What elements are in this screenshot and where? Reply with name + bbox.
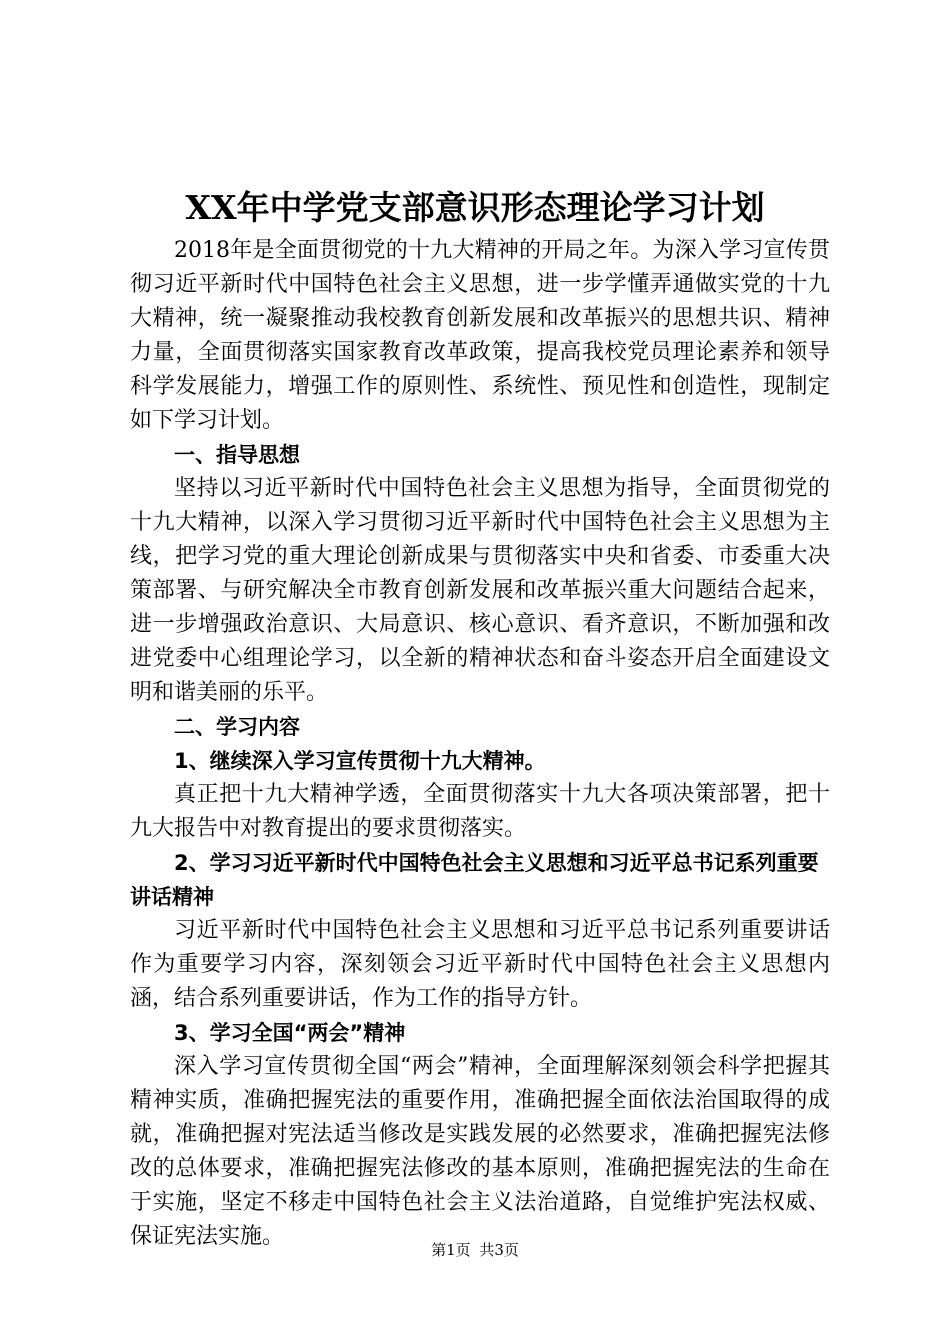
item-heading-3: 3、学习全国“两会”精神 [174, 1021, 406, 1045]
item-paragraph-1: 真正把十九大精神学透，全面贯彻落实十九大各项决策部署，把十九大报告中对教育提出的要求贯彻落实。 [130, 782, 830, 841]
page-number-total: 共3页 [479, 1241, 519, 1259]
item-paragraph-3: 深入学习宣传贯彻全国“两会”精神，全面理解深刻领会科学把握其精神实质，准确把握宪法的重要作用，准确把握全面依法治国取得的成就，准确把握对宪法适当修改是实践发展的必然要求，准确把握宪法修改的总体要求，准确把握宪法修改的基本原则，准确把握宪法的生命在于实施，坚定不移走中国特色社会主义法治道路，自觉维护宪法权威、保证宪法实施。 [130, 1054, 830, 1249]
document-title: XX年中学党支部意识形态理论学习计划 [185, 188, 765, 227]
guiding-ideology-paragraph: 坚持以习近平新时代中国特色社会主义思想为指导，全面贯彻党的十九大精神，以深入学习贯彻习近平新时代中国特色社会主义思想为主线，把学习党的重大理论创新成果与贯彻落实中央和省委、市委重大决策部署、与研究解决全市教育创新发展和改革振兴重大问题结合起来，进一步增强政治意识、大局意识、核心意识、看齐意识，不断加强和改进党委中心组理论学习，以全新的精神状态和奋斗姿态开启全面建设文明和谐美丽的乐平。 [130, 476, 830, 705]
item-heading-2: 2、学习习近平新时代中国特色社会主义思想和习近平总书记系列重要讲话精神 [130, 851, 819, 909]
intro-paragraph: 2018年是全面贯彻党的十九大精神的开局之年。为深入学习宣传贯彻习近平新时代中国特色社会主义思想，进一步学懂弄通做实党的十九大精神，统一凝聚推动我校教育创新发展和改革振兴的思想共识、精神力量，全面贯彻落实国家教育改革政策，提高我校党员理论素养和领导科学发展能力，增强工作的原则性、系统性、预见性和创造性，现制定如下学习计划。 [130, 238, 830, 433]
section-heading-study-content: 二、学习内容 [174, 715, 300, 739]
item-heading-1: 1、继续深入学习宣传贯彻十九大精神。 [174, 749, 546, 773]
item-paragraph-2: 习近平新时代中国特色社会主义思想和习近平总书记系列重要讲话作为重要学习内容，深刻领会习近平新时代中国特色社会主义思想内涵，结合系列重要讲话，作为工作的指导方针。 [130, 918, 830, 1011]
section-heading-guiding-ideology: 一、指导思想 [174, 443, 300, 467]
page-number-current: 第1页 [431, 1241, 471, 1259]
document-body [130, 234, 830, 1254]
page-footer [0, 1240, 950, 1260]
